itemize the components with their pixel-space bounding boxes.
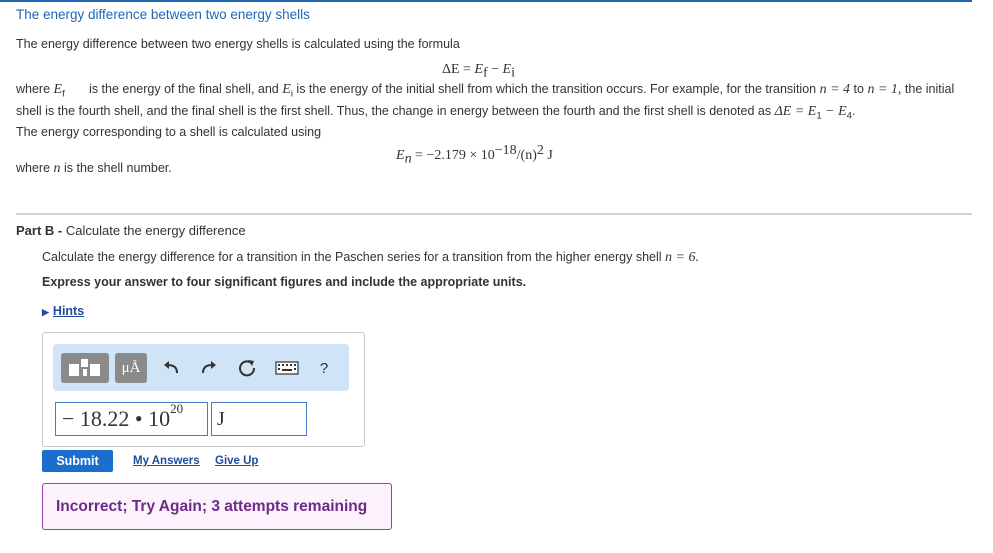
template-icon xyxy=(66,357,104,379)
math-toolbar xyxy=(53,344,349,391)
feedback-message: Incorrect; Try Again; 3 attempts remaining xyxy=(42,483,392,530)
answer-panel xyxy=(42,332,365,447)
shell-energy-formula: $E_n = -2.179 \times 10^{-18}/(n)^2$ J xyxy=(396,143,553,167)
top-rule xyxy=(0,0,972,2)
energy-difference-formula: $\Delta E = E_f - E_i$ xyxy=(442,62,515,81)
reset-button[interactable] xyxy=(235,353,259,383)
answer-instruction: Express your answer to four significant figures and include the appropriate units. xyxy=(42,275,527,289)
redo-button[interactable] xyxy=(197,353,221,383)
units-button[interactable]: μÅ xyxy=(115,353,147,383)
part-b-heading: Part B - Calculate the energy difference xyxy=(16,223,246,238)
reset-icon xyxy=(237,358,257,378)
template-button[interactable] xyxy=(61,353,109,383)
intro-text: The energy difference between two energy shells is calculated using the formula xyxy=(16,37,460,51)
hints-toggle[interactable]: ▶ Hints xyxy=(42,304,85,318)
shell-number-note: where n is the shell number. xyxy=(16,161,172,176)
section-divider xyxy=(16,213,972,215)
keyboard-button[interactable] xyxy=(273,353,301,383)
help-button[interactable]: ? xyxy=(319,359,329,377)
page-title: The energy difference between two energy shells xyxy=(16,7,310,22)
answer-unit-input[interactable]: J xyxy=(211,402,307,436)
submit-button[interactable]: Submit xyxy=(42,450,113,472)
undo-icon xyxy=(162,360,180,376)
question-text: Calculate the energy difference for a transition in the Paschen series for a transition from the higher energy shell n = 6. xyxy=(42,250,699,265)
give-up-link[interactable]: Give Up xyxy=(215,455,259,467)
explanation-paragraph: where $E_f$ is the energy of the final shell, and $E_i$ is the energy of the initial shell from which the transition occurs. For example, for the transition n = 4 to n = 1, the initial shell is the fourth shell, and the final shell is the first shell. Thus, the change in energy between the fourth and the first shell is denoted as $\Delta E = E_1 - E_4$. The energy corresponding to a shell is calculated using xyxy=(16,82,955,139)
my-answers-link[interactable]: My Answers xyxy=(133,455,200,467)
undo-button[interactable] xyxy=(159,353,183,383)
redo-icon xyxy=(200,360,218,376)
answer-value-input[interactable]: − 18.22 • 10 $^{20}$ xyxy=(55,402,208,436)
caret-right-icon: ▶ xyxy=(42,307,49,317)
keyboard-icon xyxy=(275,361,299,375)
